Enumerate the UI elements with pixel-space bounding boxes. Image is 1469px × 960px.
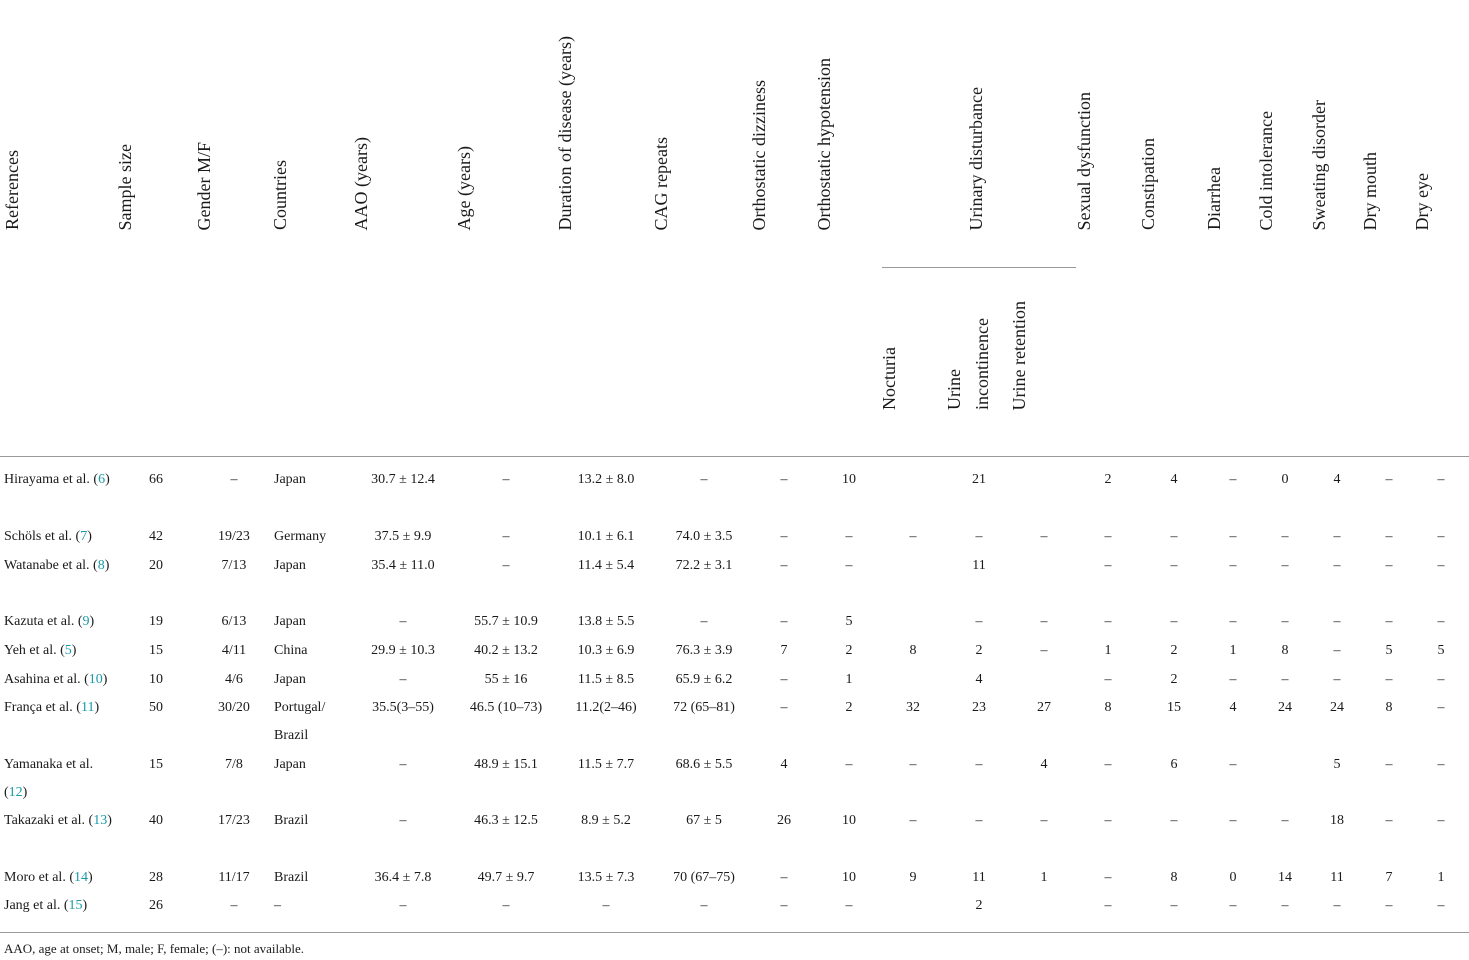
- reference-text: Yeh et al. (: [4, 643, 65, 658]
- cell-duration: 11.5 ± 8.5: [577, 672, 635, 687]
- reference-paren: ): [22, 785, 28, 800]
- reference-link[interactable]: 8: [97, 558, 105, 573]
- cell-duration: –: [602, 898, 610, 913]
- cell-orthostatic-hypotension: 2: [845, 643, 853, 658]
- reference-paren: ): [104, 558, 110, 573]
- header-dry-mouth: Dry mouth: [1360, 151, 1380, 230]
- cell-age: –: [502, 898, 510, 913]
- cell-dry-eye: –: [1437, 472, 1445, 487]
- cell-gender: 17/23: [218, 813, 250, 828]
- reference-paren: ): [102, 672, 108, 687]
- cell-orthostatic-dizziness: –: [780, 529, 788, 544]
- cell-sexual-dysfunction: –: [1104, 898, 1112, 913]
- cell-countries: Japan: [274, 558, 306, 573]
- reference-link[interactable]: 9: [82, 614, 90, 629]
- header-cold-intolerance: Cold intolerance: [1256, 110, 1276, 230]
- reference-link[interactable]: 7: [80, 529, 88, 544]
- reference-link[interactable]: 5: [64, 643, 72, 658]
- cell-sweating-disorder: –: [1333, 558, 1341, 573]
- cell-orthostatic-dizziness: –: [780, 700, 788, 715]
- cell-sample-size: 42: [149, 529, 163, 544]
- cell-duration: 11.5 ± 7.7: [577, 757, 635, 772]
- cell-reference: [4, 864, 114, 892]
- cell-reference: [4, 523, 114, 551]
- cell-nocturia: 8: [909, 643, 917, 658]
- header-urinary-disturbance: Urinary disturbance: [966, 86, 986, 230]
- cell-duration: 13.5 ± 7.3: [577, 870, 635, 885]
- cell-age: 46.5 (10–73): [469, 700, 543, 715]
- subheader-urine-incontinence: incontinence: [972, 318, 992, 410]
- cell-dry-eye: –: [1437, 813, 1445, 828]
- reference-text: Watanabe et al. (: [4, 558, 98, 573]
- header-orthostatic-hypotension: Orthostatic hypotension: [814, 57, 834, 230]
- cell-cold-intolerance: –: [1281, 813, 1289, 828]
- reference-link[interactable]: 14: [73, 870, 88, 885]
- cell-aao: –: [399, 757, 407, 772]
- subheader-urine-line1: Urine: [944, 369, 964, 410]
- cell-diarrhea: –: [1229, 898, 1237, 913]
- cell-cag: 76.3 ± 3.9: [675, 643, 733, 658]
- cell-aao: –: [399, 813, 407, 828]
- cell-gender: 11/17: [218, 870, 250, 885]
- table-row: [0, 466, 1469, 522]
- cell-constipation: –: [1170, 898, 1178, 913]
- cell-orthostatic-dizziness: 26: [777, 813, 791, 828]
- cell-constipation: –: [1170, 813, 1178, 828]
- cell-sweating-disorder: –: [1333, 898, 1341, 913]
- table-row: [0, 751, 1469, 807]
- cell-orthostatic-hypotension: 2: [845, 700, 853, 715]
- urinary-subheader-rule: [882, 267, 1076, 268]
- bottom-rule: [0, 932, 1469, 933]
- reference-paren: ): [94, 700, 100, 715]
- cell-sample-size: 19: [149, 614, 163, 629]
- cell-sexual-dysfunction: –: [1104, 529, 1112, 544]
- cell-diarrhea: –: [1229, 672, 1237, 687]
- cell-cag: 72 (65–81): [673, 700, 735, 715]
- subheader-urine-retention: Urine retention: [1009, 300, 1029, 410]
- cell-age: –: [502, 529, 510, 544]
- reference-text: Takazaki et al. (: [4, 813, 94, 828]
- cell-diarrhea: 1: [1229, 643, 1237, 658]
- cell-constipation: 6: [1170, 757, 1178, 772]
- cell-gender: –: [230, 472, 238, 487]
- header-rule: [0, 456, 1469, 457]
- cell-cag: –: [700, 472, 708, 487]
- cell-sweating-disorder: 11: [1330, 870, 1344, 885]
- cell-countries: Germany: [274, 529, 327, 544]
- cell-cag: 65.9 ± 6.2: [675, 672, 733, 687]
- reference-text: França et al. (: [4, 700, 81, 715]
- cell-dry-mouth: 7: [1385, 870, 1393, 885]
- cell-constipation: –: [1170, 614, 1178, 629]
- cell-orthostatic-dizziness: –: [780, 472, 788, 487]
- header-sample-size: Sample size: [115, 143, 135, 230]
- cell-urine-incontinence: –: [975, 757, 983, 772]
- cell-age: 55.7 ± 10.9: [474, 614, 538, 629]
- cell-reference: [4, 552, 114, 580]
- cell-age: 49.7 ± 9.7: [477, 870, 535, 885]
- header-orthostatic-dizziness: Orthostatic dizziness: [749, 79, 769, 230]
- cell-cag: 72.2 ± 3.1: [675, 558, 733, 573]
- header-countries: Countries: [270, 160, 290, 230]
- cell-countries: –: [274, 898, 281, 913]
- cell-aao: 29.9 ± 10.3: [371, 643, 435, 658]
- cell-dry-eye: 5: [1437, 643, 1445, 658]
- cell-sexual-dysfunction: –: [1104, 672, 1112, 687]
- reference-paren: ): [71, 643, 77, 658]
- cell-urine-retention: 27: [1037, 700, 1051, 715]
- cell-reference: [4, 807, 114, 835]
- cell-reference: [4, 666, 114, 694]
- header-aao: AAO (years): [351, 136, 371, 230]
- cell-orthostatic-dizziness: –: [780, 870, 788, 885]
- cell-aao: 35.5(3–55): [372, 700, 434, 715]
- cell-cold-intolerance: –: [1281, 672, 1289, 687]
- cell-cold-intolerance: 8: [1281, 643, 1289, 658]
- cell-sample-size: 10: [149, 672, 163, 687]
- cell-cag: 74.0 ± 3.5: [675, 529, 733, 544]
- cell-reference: [4, 608, 114, 636]
- cell-countries: Japan: [274, 757, 306, 772]
- cell-aao: –: [399, 672, 407, 687]
- cell-sweating-disorder: –: [1333, 643, 1341, 658]
- cell-gender: –: [230, 898, 238, 913]
- cell-duration: 10.1 ± 6.1: [577, 529, 635, 544]
- header-constipation: Constipation: [1138, 137, 1158, 230]
- cell-countries: Brazil: [274, 813, 309, 828]
- cell-nocturia: 32: [906, 700, 920, 715]
- cell-constipation: 15: [1167, 700, 1181, 715]
- cell-gender: 7/13: [221, 558, 247, 573]
- header-sweating-disorder: Sweating disorder: [1309, 99, 1329, 230]
- cell-orthostatic-hypotension: –: [845, 529, 853, 544]
- cell-reference: [4, 466, 114, 494]
- cell-urine-retention: –: [1040, 643, 1048, 658]
- cell-orthostatic-hypotension: 1: [845, 672, 853, 687]
- cell-sexual-dysfunction: –: [1104, 614, 1112, 629]
- cell-urine-incontinence: 4: [975, 672, 983, 687]
- cell-orthostatic-hypotension: 10: [842, 813, 856, 828]
- cell-constipation: 2: [1170, 672, 1178, 687]
- cell-age: 46.3 ± 12.5: [474, 813, 538, 828]
- cell-sweating-disorder: 5: [1333, 757, 1341, 772]
- cell-countries: China: [274, 643, 308, 658]
- cell-orthostatic-dizziness: –: [780, 558, 788, 573]
- cell-urine-retention: –: [1040, 614, 1048, 629]
- cell-age: –: [502, 472, 510, 487]
- reference-paren: ): [87, 529, 92, 544]
- cell-sexual-dysfunction: –: [1104, 558, 1112, 573]
- reference-text: Yamanaka et al. (: [4, 757, 94, 800]
- cell-sexual-dysfunction: 1: [1104, 643, 1112, 658]
- cell-sweating-disorder: 18: [1330, 813, 1344, 828]
- reference-link[interactable]: 10: [88, 672, 103, 687]
- cell-age: 40.2 ± 13.2: [474, 643, 538, 658]
- cell-urine-retention: 1: [1040, 870, 1048, 885]
- cell-diarrhea: –: [1229, 472, 1237, 487]
- reference-link[interactable]: 6: [98, 472, 106, 487]
- urinary-subheaders: [0, 270, 1469, 410]
- cell-sample-size: 15: [149, 757, 163, 772]
- cell-reference: [4, 892, 114, 920]
- cell-diarrhea: –: [1229, 614, 1237, 629]
- cell-cold-intolerance: 24: [1278, 700, 1292, 715]
- cell-duration: 13.8 ± 5.5: [577, 614, 635, 629]
- reference-link[interactable]: 15: [68, 898, 83, 913]
- cell-constipation: –: [1170, 529, 1178, 544]
- cell-age: 55 ± 16: [484, 672, 528, 687]
- cell-reference: [4, 637, 114, 665]
- cell-orthostatic-dizziness: –: [780, 614, 788, 629]
- cell-aao: 36.4 ± 7.8: [374, 870, 432, 885]
- reference-paren: ): [87, 870, 93, 885]
- cell-sample-size: 28: [149, 870, 163, 885]
- cell-orthostatic-dizziness: 4: [780, 757, 788, 772]
- reference-text: Kazuta et al. (: [4, 614, 83, 629]
- cell-dry-mouth: –: [1385, 898, 1393, 913]
- cell-sample-size: 40: [149, 813, 163, 828]
- cell-reference: [4, 694, 114, 722]
- cell-sample-size: 15: [149, 643, 163, 658]
- cell-diarrhea: 4: [1229, 700, 1237, 715]
- cell-orthostatic-dizziness: –: [780, 898, 788, 913]
- cell-sexual-dysfunction: –: [1104, 757, 1112, 772]
- cell-urine-incontinence: 21: [972, 472, 986, 487]
- cell-aao: 35.4 ± 11.0: [371, 558, 435, 573]
- cell-orthostatic-hypotension: –: [845, 898, 853, 913]
- cell-dry-mouth: –: [1385, 813, 1393, 828]
- reference-text: Jang et al. (: [4, 898, 69, 913]
- cell-cold-intolerance: 0: [1281, 472, 1289, 487]
- cell-duration: 8.9 ± 5.2: [581, 813, 631, 828]
- cell-duration: 13.2 ± 8.0: [577, 472, 635, 487]
- cell-sweating-disorder: 24: [1330, 700, 1344, 715]
- header-dry-eye: Dry eye: [1412, 172, 1432, 230]
- cell-nocturia: –: [909, 757, 917, 772]
- reference-text: Asahina et al. (: [4, 672, 89, 687]
- cell-sample-size: 26: [149, 898, 163, 913]
- cell-orthostatic-dizziness: 7: [780, 643, 788, 658]
- cell-constipation: 2: [1170, 643, 1178, 658]
- cell-gender: 4/6: [225, 672, 243, 687]
- cell-dry-mouth: –: [1385, 529, 1393, 544]
- cell-duration: 11.2(2–46): [575, 700, 637, 715]
- cell-dry-mouth: –: [1385, 614, 1393, 629]
- cell-cold-intolerance: –: [1281, 558, 1289, 573]
- cell-sweating-disorder: –: [1333, 529, 1341, 544]
- cell-sweating-disorder: –: [1333, 614, 1341, 629]
- cell-countries: Brazil: [274, 870, 309, 885]
- cell-cag: –: [700, 614, 708, 629]
- cell-sample-size: 50: [149, 700, 163, 715]
- cell-countries: Japan: [274, 672, 306, 687]
- cell-dry-eye: –: [1437, 898, 1445, 913]
- cell-dry-eye: –: [1437, 614, 1445, 629]
- reference-text: Hirayama et al. (: [4, 472, 99, 487]
- cell-dry-eye: –: [1437, 529, 1445, 544]
- cell-diarrhea: –: [1229, 757, 1237, 772]
- cell-orthostatic-hypotension: 10: [842, 870, 856, 885]
- cell-reference: [4, 751, 114, 807]
- cell-countries: Portugal/ Brazil: [274, 700, 326, 743]
- table-row: [0, 807, 1469, 863]
- cell-sweating-disorder: 4: [1333, 472, 1341, 487]
- cell-diarrhea: –: [1229, 558, 1237, 573]
- cell-dry-mouth: –: [1385, 757, 1393, 772]
- cell-dry-eye: –: [1437, 700, 1445, 715]
- table-row: [0, 552, 1469, 608]
- cell-aao: 30.7 ± 12.4: [371, 472, 435, 487]
- cell-urine-incontinence: 11: [972, 870, 986, 885]
- cell-gender: 4/11: [221, 643, 247, 658]
- cell-nocturia: 9: [909, 870, 917, 885]
- cell-urine-incontinence: 11: [972, 558, 986, 573]
- cell-urine-retention: 4: [1040, 757, 1048, 772]
- table-row: [0, 892, 1469, 948]
- cell-dry-eye: 1: [1437, 870, 1445, 885]
- cell-constipation: 4: [1170, 472, 1178, 487]
- cell-urine-incontinence: –: [975, 529, 983, 544]
- cell-urine-incontinence: –: [975, 614, 983, 629]
- cell-age: –: [502, 558, 510, 573]
- cell-cold-intolerance: 14: [1278, 870, 1292, 885]
- cell-diarrhea: –: [1229, 529, 1237, 544]
- reference-text: Moro et al. (: [4, 870, 74, 885]
- cell-dry-eye: –: [1437, 757, 1445, 772]
- cell-countries: Japan: [274, 472, 306, 487]
- reference-link[interactable]: 12: [8, 785, 23, 800]
- cell-dry-mouth: –: [1385, 558, 1393, 573]
- cell-sexual-dysfunction: –: [1104, 870, 1112, 885]
- cell-cag: –: [700, 898, 708, 913]
- cell-orthostatic-hypotension: –: [845, 757, 853, 772]
- cell-cold-intolerance: –: [1281, 529, 1289, 544]
- header-gender: Gender M/F: [194, 141, 214, 230]
- cell-sexual-dysfunction: 8: [1104, 700, 1112, 715]
- cell-sample-size: 66: [149, 472, 163, 487]
- cell-gender: 6/13: [221, 614, 247, 629]
- header-cag: CAG repeats: [651, 136, 671, 230]
- cell-sweating-disorder: –: [1333, 672, 1341, 687]
- cell-constipation: 8: [1170, 870, 1178, 885]
- cell-gender: 19/23: [218, 529, 250, 544]
- cell-cag: 67 ± 5: [686, 813, 722, 828]
- cell-orthostatic-hypotension: –: [845, 558, 853, 573]
- cell-constipation: –: [1170, 558, 1178, 573]
- reference-paren: ): [89, 614, 95, 629]
- reference-link[interactable]: 11: [80, 700, 95, 715]
- cell-urine-incontinence: 2: [975, 898, 983, 913]
- cell-diarrhea: 0: [1229, 870, 1237, 885]
- header-diarrhea: Diarrhea: [1204, 167, 1224, 230]
- subheader-nocturia: Nocturia: [879, 347, 899, 410]
- cell-aao: –: [399, 898, 407, 913]
- cell-nocturia: –: [909, 813, 917, 828]
- cell-dry-eye: –: [1437, 558, 1445, 573]
- header-age: Age (years): [454, 145, 474, 230]
- reference-paren: ): [82, 898, 88, 913]
- cell-sexual-dysfunction: 2: [1104, 472, 1112, 487]
- cell-gender: 30/20: [218, 700, 250, 715]
- cell-aao: 37.5 ± 9.9: [374, 529, 432, 544]
- reference-paren: ): [107, 813, 112, 828]
- cell-orthostatic-hypotension: 10: [842, 472, 856, 487]
- cell-aao: –: [399, 614, 407, 629]
- header-sexual-dysfunction: Sexual dysfunction: [1074, 91, 1094, 230]
- cell-urine-retention: –: [1040, 529, 1048, 544]
- cell-age: 48.9 ± 15.1: [474, 757, 538, 772]
- cell-urine-incontinence: –: [975, 813, 983, 828]
- cell-orthostatic-dizziness: –: [780, 672, 788, 687]
- cell-dry-mouth: 8: [1385, 700, 1393, 715]
- cell-orthostatic-hypotension: 5: [845, 614, 853, 629]
- cell-duration: 11.4 ± 5.4: [577, 558, 635, 573]
- cell-duration: 10.3 ± 6.9: [577, 643, 635, 658]
- cell-dry-mouth: 5: [1385, 643, 1393, 658]
- reference-link[interactable]: 13: [93, 813, 108, 828]
- table-row: [0, 694, 1469, 750]
- cell-urine-incontinence: 23: [972, 700, 986, 715]
- table-header: [0, 0, 1469, 230]
- table-footnote: AAO, age at onset; M, male; F, female; (–): not available.: [4, 941, 305, 956]
- cell-dry-mouth: –: [1385, 472, 1393, 487]
- header-duration: Duration of disease (years): [555, 35, 575, 230]
- reference-paren: ): [105, 472, 110, 487]
- cell-sample-size: 20: [149, 558, 163, 573]
- cell-gender: 7/8: [225, 757, 243, 772]
- cell-nocturia: –: [909, 529, 917, 544]
- reference-text: Schöls et al. (: [4, 529, 81, 544]
- cell-sexual-dysfunction: –: [1104, 813, 1112, 828]
- cell-cold-intolerance: –: [1281, 898, 1289, 913]
- cell-cag: 70 (67–75): [673, 870, 735, 885]
- cell-urine-retention: –: [1040, 813, 1048, 828]
- cell-dry-eye: –: [1437, 672, 1445, 687]
- cell-countries: Japan: [274, 614, 306, 629]
- cell-urine-incontinence: 2: [975, 643, 983, 658]
- header-references: References: [2, 150, 22, 230]
- cell-cold-intolerance: –: [1281, 614, 1289, 629]
- cell-diarrhea: –: [1229, 813, 1237, 828]
- cell-cag: 68.6 ± 5.5: [675, 757, 733, 772]
- cell-dry-mouth: –: [1385, 672, 1393, 687]
